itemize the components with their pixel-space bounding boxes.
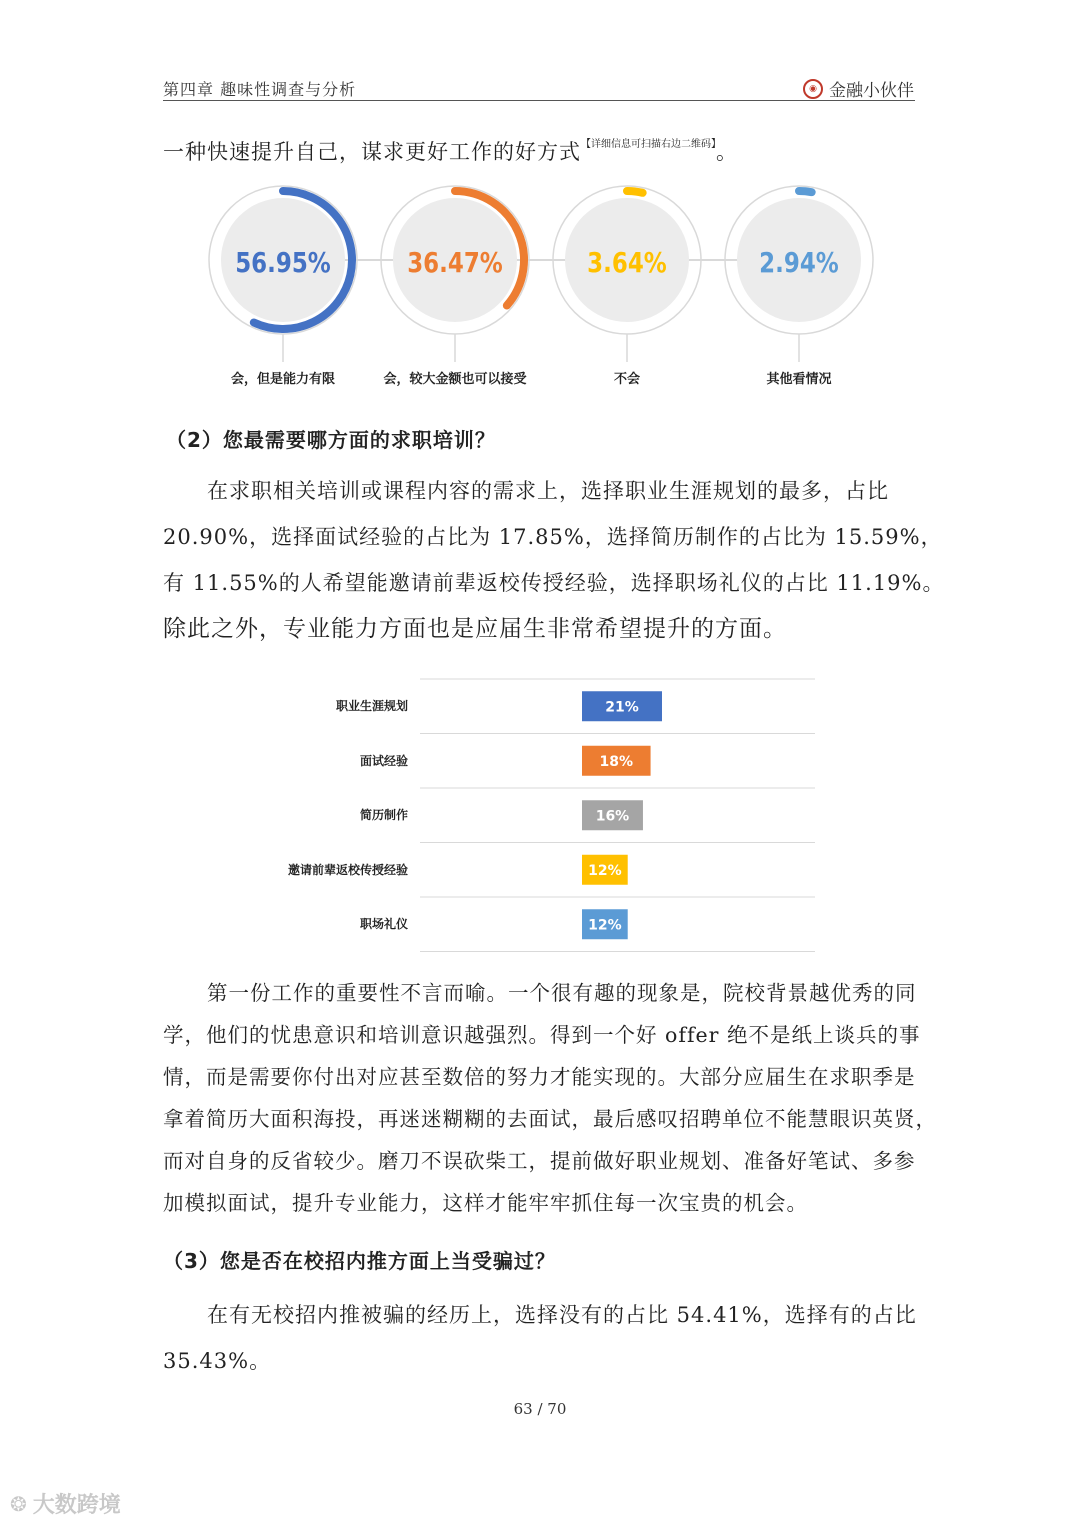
bar-value-label: 16% — [595, 808, 630, 825]
brand-logo-icon: ◉ — [803, 79, 823, 99]
section2-line: 20.90%，选择面试经验的占比为 17.85%，选择简历制作的占比为 15.59%， — [163, 525, 943, 549]
bar-value-label: 21% — [605, 699, 639, 716]
watermark-logo-icon: ❂ — [10, 1491, 27, 1516]
section2-line: 有 11.55%的人希望能邀请前辈返校传授经验，选择职场礼仪的占比 11.19%。 — [163, 571, 945, 595]
brand-name: 金融小伙伴 — [829, 81, 914, 101]
intro-text: 一种快速提升自己，谋求更好工作的好方式 — [163, 140, 581, 164]
paragraph2-line: 情，而是需要你付出对应甚至数倍的努力才能实现的。大部分应届生在求职季是 — [163, 1065, 916, 1089]
section3-paragraph — [163, 1292, 917, 1384]
bar-value-label: 12% — [588, 862, 622, 879]
paragraph-2 — [163, 972, 937, 1224]
bar-category-label: 面试经验 — [359, 753, 408, 768]
paragraph2-line: 而对自身的反省较少。磨刀不误砍柴工，提前做好职业规划、准备好笔试、多参 — [163, 1149, 916, 1173]
paragraph2-line: 加模拟面试，提升专业能力，这样才能牢牢抓住每一次宝贵的机会。 — [163, 1191, 808, 1215]
paragraph2-line: 学，他们的忧患意识和培训意识越强烈。得到一个好 offer 绝不是纸上谈兵的事 — [163, 1023, 921, 1047]
donut-arc — [627, 191, 643, 193]
bar-chart — [420, 676, 820, 956]
bar-value-label: 12% — [588, 917, 622, 934]
bar-category-label: 邀请前辈返校传授经验 — [287, 862, 408, 877]
intro-line — [163, 122, 738, 175]
brand-header — [803, 76, 914, 101]
bar-category-label: 职业生涯规划 — [335, 699, 408, 714]
donut-category-label: 其他看情况 — [766, 372, 832, 387]
donut-chart — [180, 170, 920, 400]
paragraph2-line: 第一份工作的重要性不言而喻。一个很有趣的现象是，院校背景越优秀的同 — [207, 981, 917, 1005]
donut-arc — [799, 191, 812, 192]
donut-value-label: 56.95% — [235, 246, 331, 280]
watermark — [10, 1488, 121, 1519]
bar-category-label: 职场礼仪 — [359, 917, 408, 932]
section3-line: 35.43%。 — [163, 1349, 272, 1373]
section2-line: 在求职相关培训或课程内容的需求上，选择职业生涯规划的最多，占比 — [207, 479, 889, 503]
section3-line: 在有无校招内推被骗的经历上，选择没有的占比 54.41%，选择有的占比 — [207, 1303, 917, 1327]
watermark-text: 大数跨境 — [32, 1493, 121, 1518]
donut-category-label: 会，较大金额也可以接受 — [383, 372, 527, 387]
donut-value-label: 36.47% — [407, 246, 503, 280]
section2-heading: （2）您最需要哪方面的求职培训？ — [166, 428, 496, 452]
chapter-title: 第四章 趣味性调查与分析 — [163, 80, 357, 99]
section2-paragraph — [163, 468, 945, 652]
bar-value-label: 18% — [599, 753, 634, 770]
donut-value-label: 2.94% — [759, 246, 839, 280]
bar-category-label: 简历制作 — [359, 808, 408, 823]
section2-line: 除此之外，专业能力方面也是应届生非常希望提升的方面。 — [163, 616, 787, 642]
intro-note: 【详细信息可扫描右边二维码】 — [581, 139, 716, 150]
intro-end: 。 — [716, 140, 738, 164]
header-divider — [163, 100, 915, 101]
page-number: 63 / 70 — [513, 1400, 567, 1418]
donut-value-label: 3.64% — [587, 246, 667, 280]
donut-category-label: 会，但是能力有限 — [230, 372, 335, 387]
paragraph2-line: 拿着简历大面积海投，再迷迷糊糊的去面试，最后感叹招聘单位不能慧眼识英贤， — [163, 1107, 937, 1131]
donut-category-label: 不会 — [613, 372, 640, 387]
section3-heading: （3）您是否在校招内推方面上当受骗过？ — [163, 1249, 556, 1273]
